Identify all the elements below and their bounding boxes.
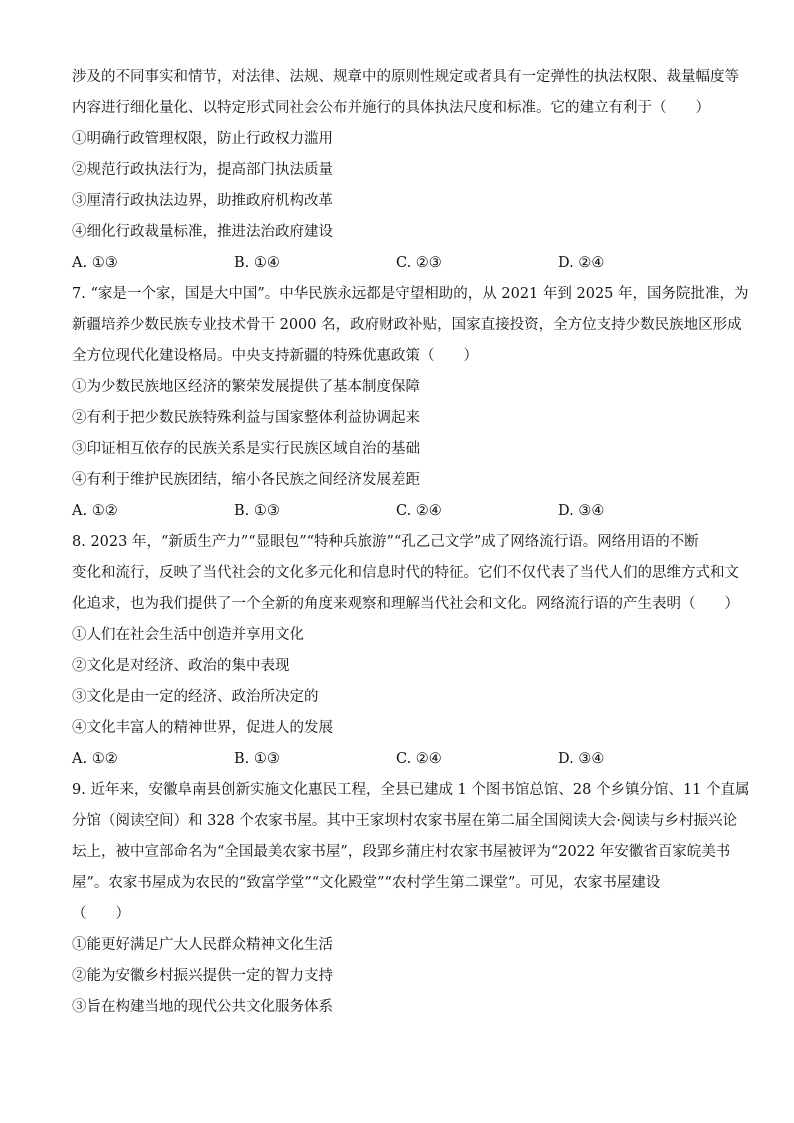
- statement-item: ③旨在构建当地的现代公共文化服务体系: [72, 999, 333, 1015]
- question-9: [72, 775, 750, 1023]
- statement-item: ①为少数民族地区经济的繁荣发展提供了基本制度保障: [72, 379, 420, 395]
- option-b: B. ①③: [234, 503, 280, 519]
- option-c: C. ②④: [396, 503, 442, 519]
- statement-item: ②能为安徽乡村振兴提供一定的智力支持: [72, 968, 333, 984]
- option-d: D. ③④: [558, 503, 605, 519]
- question-stem-line: 9. 近年来，安徽阜南县创新实施文化惠民工程，全县已建成 1 个图书馆总馆、28 个乡镇分馆、11 个直属: [72, 782, 750, 798]
- statement-item: ③文化是由一定的经济、政治所决定的: [72, 689, 319, 705]
- question-stem-line: 屋”。农家书屋成为农民的“致富学堂”“文化殿堂”“农村学生第二课堂”。可见，农家书屋建设: [72, 875, 661, 891]
- question-stem-line: 7. “家是一个家，国是大中国”。中华民族永远都是守望相助的，从 2021 年到 2025 年，国务院批准，为: [72, 286, 749, 302]
- answer-options: [72, 496, 722, 527]
- question-stem-line: （ ）: [72, 906, 130, 922]
- option-c: C. ②④: [396, 751, 442, 767]
- question-7: [72, 279, 749, 527]
- option-d: D. ③④: [558, 751, 605, 767]
- option-a: A. ①②: [72, 751, 118, 767]
- question-stem-line: 内容进行细化量化、以特定形式同社会公布并施行的具体执法尺度和标准。它的建立有利于（ ）: [72, 100, 710, 116]
- question-stem-line: 8. 2023 年，“新质生产力”“显眼包”“特种兵旅游”“孔乙己文学”成了网络流行语。网络用语的不断: [72, 534, 699, 550]
- option-b: B. ①③: [234, 751, 280, 767]
- option-d: D. ②④: [558, 255, 605, 271]
- statement-item: ②文化是对经济、政治的集中表现: [72, 658, 290, 674]
- statement-item: ④有利于维护民族团结，缩小各民族之间经济发展差距: [72, 472, 420, 488]
- question-stem-line: 全方位现代化建设格局。中央支持新疆的特殊优惠政策（ ）: [72, 348, 478, 364]
- question-stem-line: 化追求，也为我们提供了一个全新的角度来观察和理解当代社会和文化。网络流行语的产生表明（ ）: [72, 596, 739, 612]
- answer-options: [72, 248, 722, 279]
- option-b: B. ①④: [234, 255, 280, 271]
- statement-item: ①能更好满足广大人民群众精神文化生活: [72, 937, 333, 953]
- statement-item: ④细化行政裁量标准，推进法治政府建设: [72, 224, 333, 240]
- answer-options: [72, 744, 722, 775]
- question-stem-line: 涉及的不同事实和情节，对法律、法规、规章中的原则性规定或者具有一定弹性的执法权限、裁量幅度等: [72, 69, 739, 85]
- statement-item: ②有利于把少数民族特殊利益与国家整体利益协调起来: [72, 410, 420, 426]
- statement-item: ②规范行政执法行为，提高部门执法质量: [72, 162, 333, 178]
- statement-item: ③印证相互依存的民族关系是实行民族区域自治的基础: [72, 441, 420, 457]
- question-8: [72, 527, 739, 775]
- statement-item: ④文化丰富人的精神世界，促进人的发展: [72, 720, 333, 736]
- exam-page: [72, 62, 750, 1023]
- question-stem-line: 坛上，被中宣部命名为“全国最美农家书屋”，段郢乡蒲庄村农家书屋被评为“2022 年安徽省百家皖美书: [72, 844, 731, 860]
- question-stem-line: 新疆培养少数民族专业技术骨干 2000 名，政府财政补贴，国家直接投资，全方位支持少数民族地区形成: [72, 317, 742, 333]
- option-a: A. ①③: [72, 255, 118, 271]
- option-c: C. ②③: [396, 255, 442, 271]
- option-a: A. ①②: [72, 503, 118, 519]
- statement-item: ①明确行政管理权限，防止行政权力滥用: [72, 131, 333, 147]
- statement-item: ③厘清行政执法边界，助推政府机构改革: [72, 193, 333, 209]
- question-stem-line: 变化和流行，反映了当代社会的文化多元化和信息时代的特征。它们不仅代表了当代人们的思维方式和文: [72, 565, 739, 581]
- statement-item: ①人们在社会生活中创造并享用文化: [72, 627, 304, 643]
- question-6: [72, 62, 739, 279]
- question-stem-line: 分馆（阅读空间）和 328 个农家书屋。其中王家坝村农家书屋在第二届全国阅读大会·阅读与乡村振兴论: [72, 813, 737, 829]
